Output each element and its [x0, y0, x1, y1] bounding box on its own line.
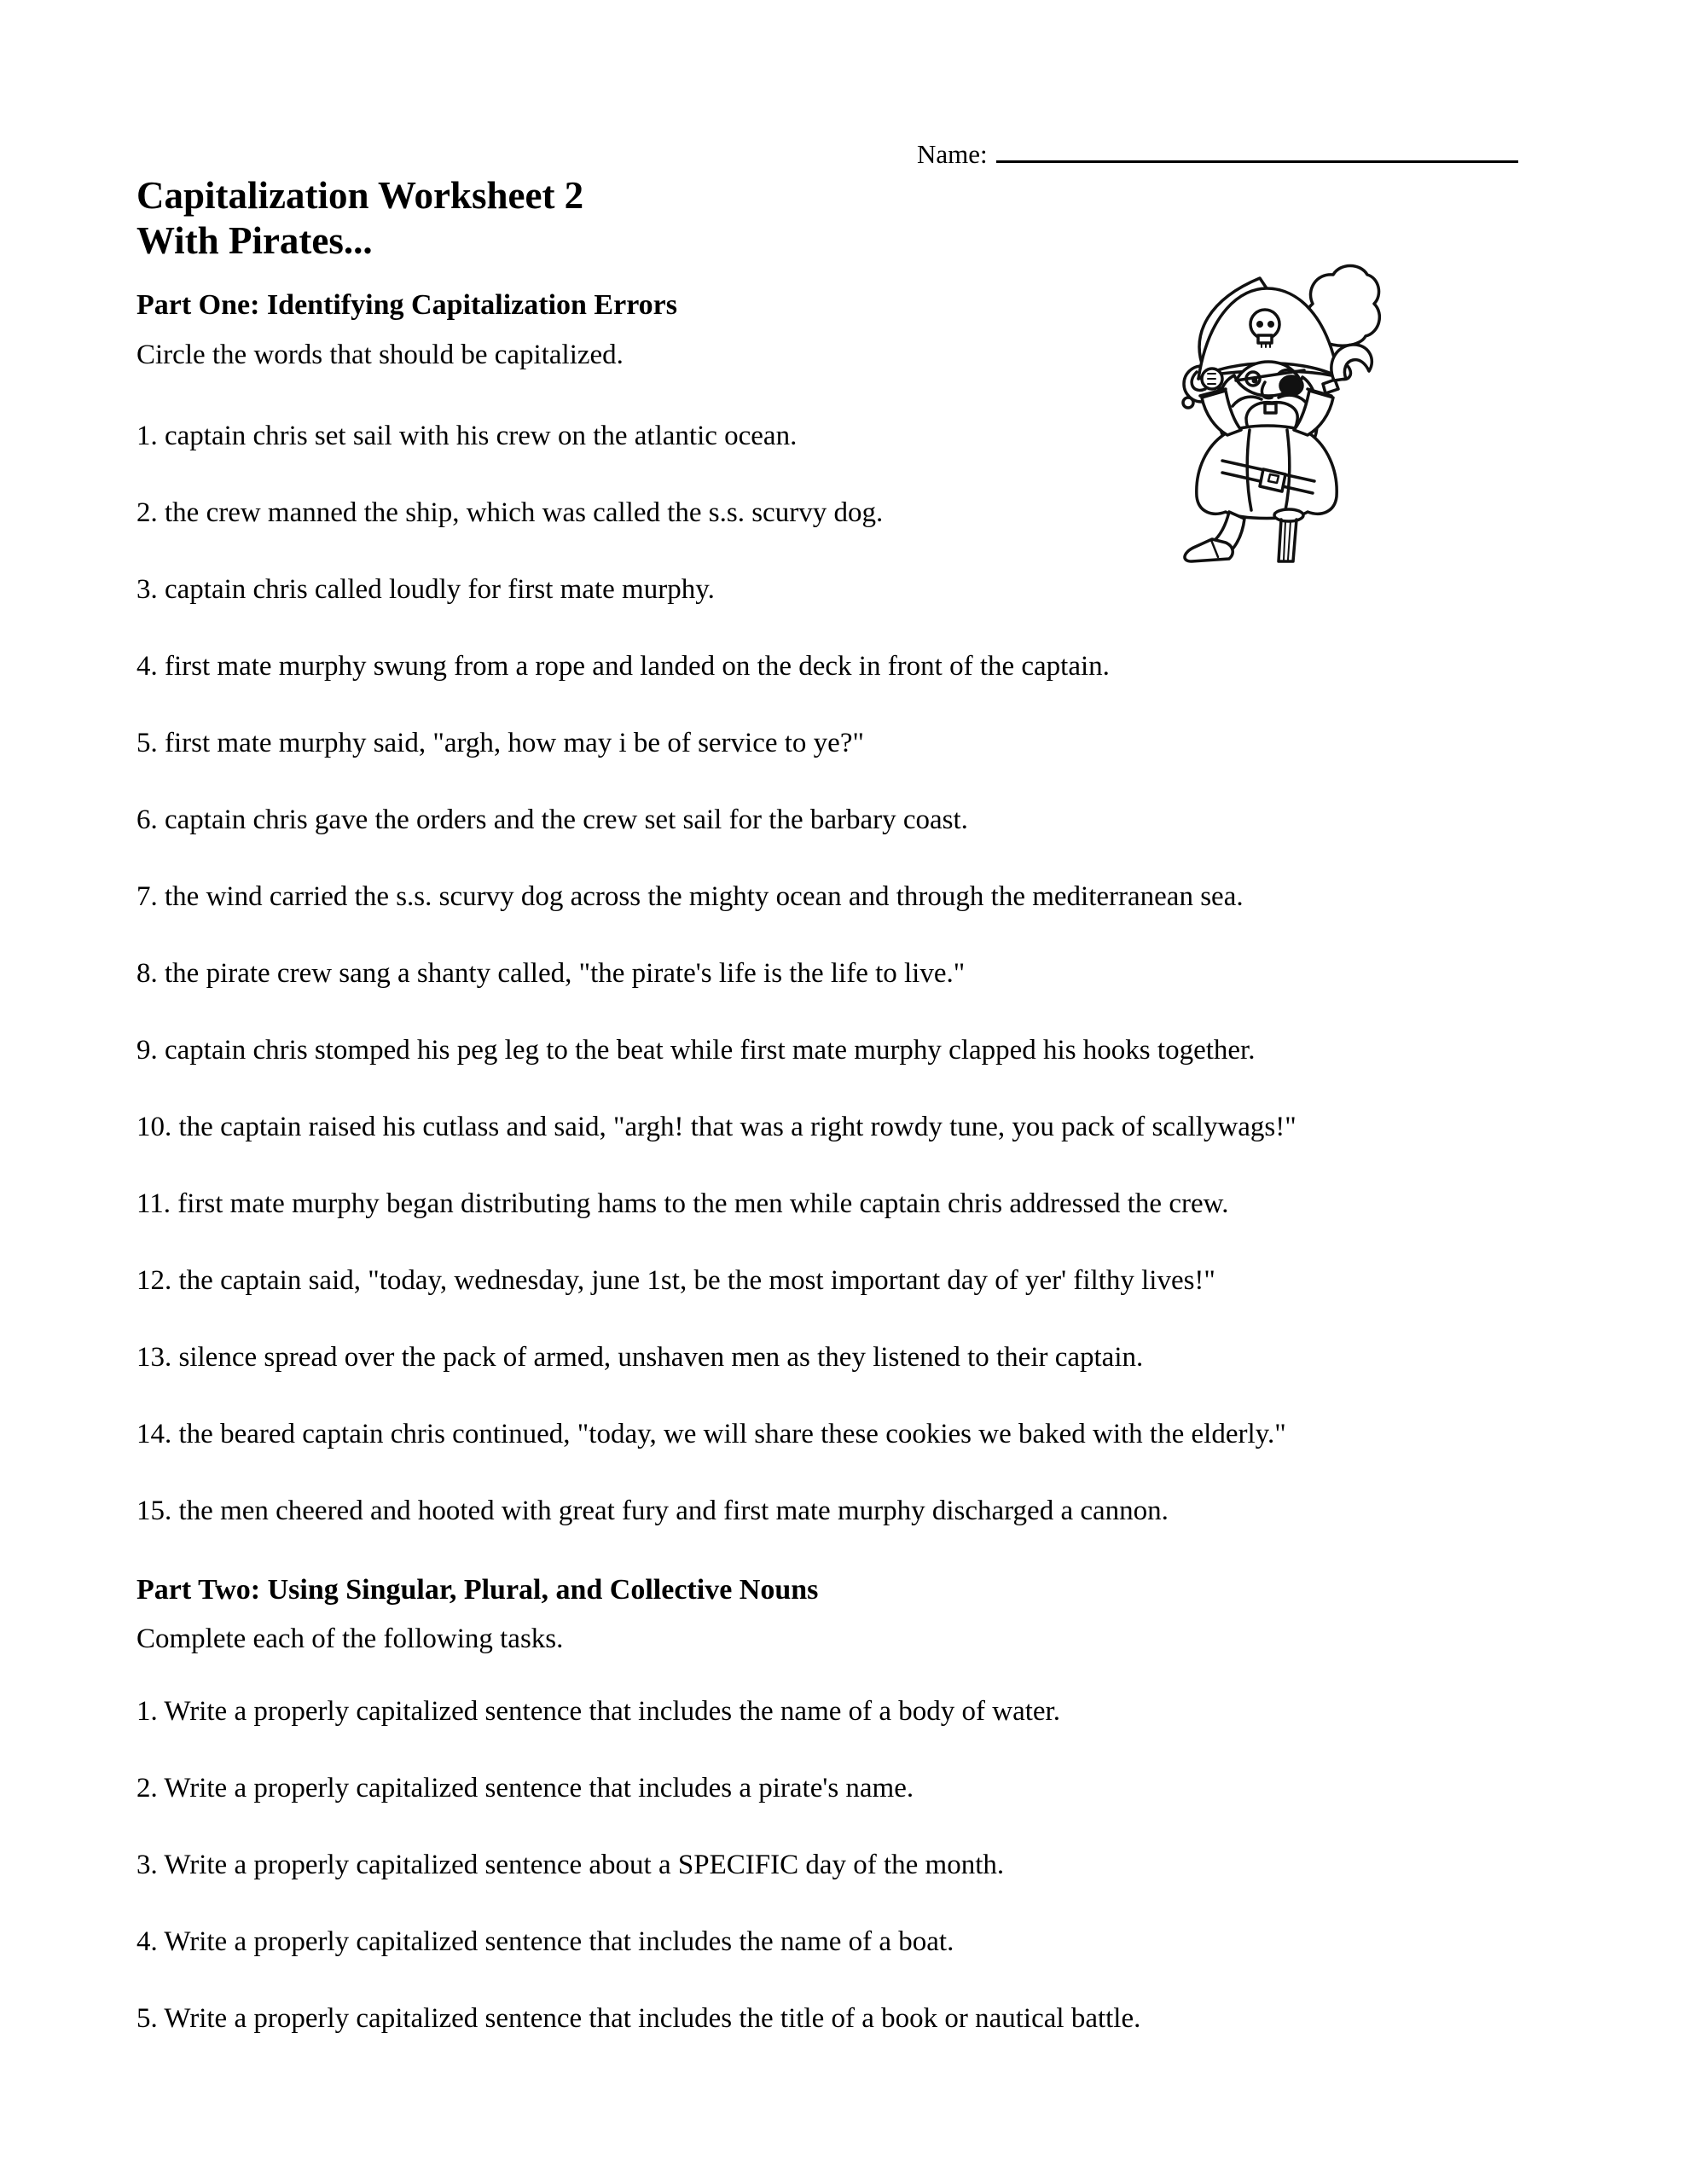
task-item: 2. Write a properly capitalized sentence that includes a pirate's name. — [136, 1773, 914, 1804]
part-one-heading: Part One: Identifying Capitalization Errors — [136, 289, 677, 321]
sentence-item: 2. the crew manned the ship, which was called the s.s. scurvy dog. — [136, 497, 884, 528]
sentence-item: 14. the beared captain chris continued, "today, we will share these cookies we baked with the elderly." — [136, 1419, 1286, 1449]
sentence-item: 9. captain chris stomped his peg leg to the beat while first mate murphy clapped his hooks together. — [136, 1035, 1256, 1066]
name-label: Name: — [917, 139, 988, 169]
task-item: 3. Write a properly capitalized sentence about a SPECIFIC day of the month. — [136, 1850, 1005, 1880]
sentence-item: 10. the captain raised his cutlass and said, "argh! that was a right rowdy tune, you pack of scallywags!" — [136, 1112, 1296, 1142]
task-item: 5. Write a properly capitalized sentence that includes the title of a book or nautical battle. — [136, 2003, 1141, 2034]
sentence-item: 8. the pirate crew sang a shanty called, "the pirate's life is the life to live." — [136, 958, 966, 989]
part-two-task-list — [136, 1696, 1140, 2080]
pirate-captain-icon — [1137, 254, 1386, 577]
task-item: 4. Write a properly capitalized sentence that includes the name of a boat. — [136, 1926, 954, 1957]
part-two-heading: Part Two: Using Singular, Plural, and Collective Nouns — [136, 1574, 819, 1606]
sentence-item: 13. silence spread over the pack of armed, unshaven men as they listened to their captain. — [136, 1342, 1144, 1373]
part-one-instruction: Circle the words that should be capitalized. — [136, 340, 624, 370]
sentence-item: 12. the captain said, "today, wednesday, june 1st, be the most important day of yer' filthy lives!" — [136, 1265, 1215, 1296]
worksheet-title — [136, 173, 583, 264]
sentence-item: 5. first mate murphy said, "argh, how may i be of service to ye?" — [136, 728, 864, 758]
part-two-instruction: Complete each of the following tasks. — [136, 1623, 564, 1654]
worksheet-title-line2: With Pirates... — [136, 219, 373, 262]
name-field-row — [917, 139, 1518, 170]
name-blank-line — [996, 156, 1518, 163]
sentence-item: 7. the wind carried the s.s. scurvy dog across the mighty ocean and through the mediterranean sea. — [136, 881, 1244, 912]
task-item: 1. Write a properly capitalized sentence that includes the name of a body of water. — [136, 1696, 1060, 1727]
worksheet-title-line1: Capitalization Worksheet 2 — [136, 174, 584, 217]
sentence-item: 4. first mate murphy swung from a rope and landed on the deck in front of the captain. — [136, 651, 1110, 682]
sentence-item: 3. captain chris called loudly for first mate murphy. — [136, 574, 715, 605]
sentence-item: 1. captain chris set sail with his crew on the atlantic ocean. — [136, 421, 798, 451]
sentence-item: 11. first mate murphy began distributing hams to the men while captain chris addressed the crew. — [136, 1188, 1229, 1219]
part-one-sentence-list — [136, 421, 1296, 1572]
sentence-item: 15. the men cheered and hooted with great fury and first mate murphy discharged a cannon. — [136, 1496, 1169, 1526]
sentence-item: 6. captain chris gave the orders and the crew set sail for the barbary coast. — [136, 804, 968, 835]
